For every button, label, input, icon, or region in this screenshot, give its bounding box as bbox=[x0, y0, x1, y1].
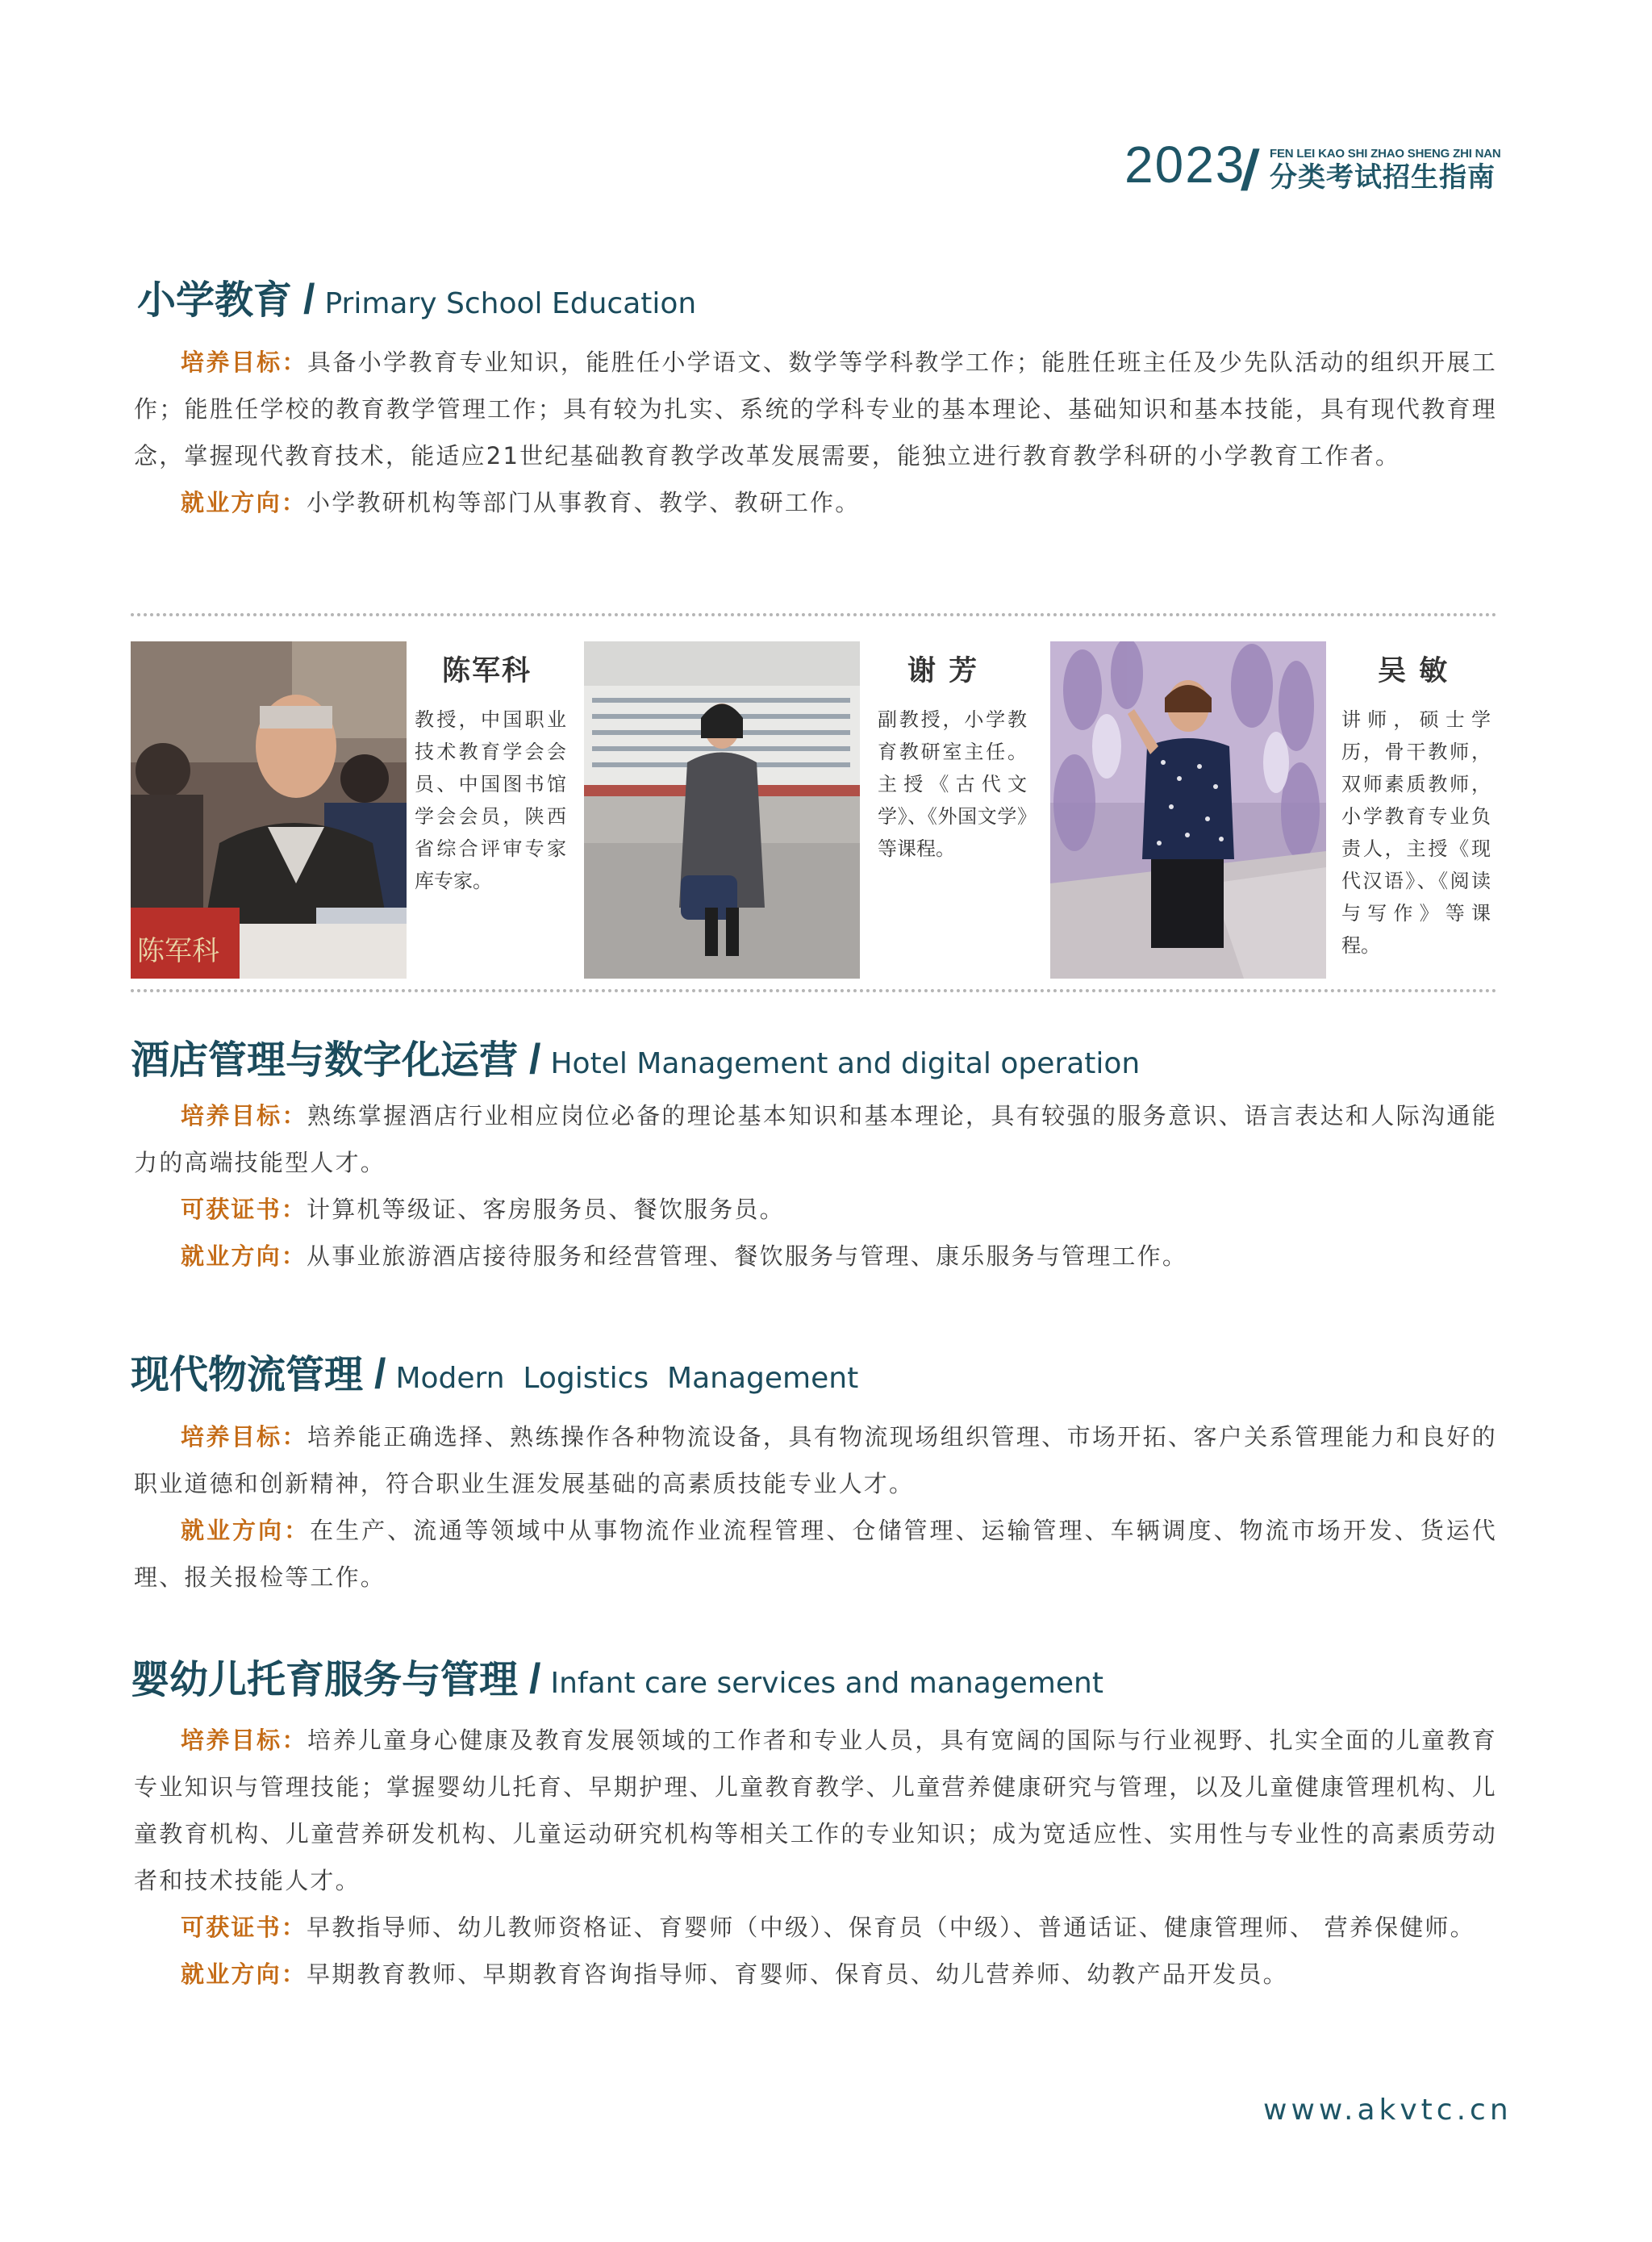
section-title-en: Modern Logistics Management bbox=[395, 1362, 859, 1395]
employment-text: 从事业旅游酒店接待服务和经营管理、餐饮服务与管理、康乐服务与管理工作。 bbox=[307, 1242, 1188, 1271]
teacher-name-xie: 谢 芳 bbox=[907, 655, 979, 687]
section-title-cn: 现代物流管理 bbox=[131, 1352, 364, 1397]
teacher-photo-xie bbox=[584, 641, 860, 979]
employment-label: 就业方向： bbox=[181, 489, 307, 517]
certificates-text: 计算机等级证、客房服务员、餐饮服务员。 bbox=[307, 1196, 785, 1224]
section-hotel-management bbox=[131, 1034, 1497, 1280]
section-heading bbox=[131, 1034, 1497, 1084]
training-goal-text: 熟练掌握酒店行业相应岗位必备的理论基本知识和基本理论，具有较强的服务意识、语言表达和人际沟通能力的高端技能型人才。 bbox=[134, 1102, 1497, 1177]
training-goal-label: 培养目标： bbox=[181, 349, 307, 377]
employment-label: 就业方向： bbox=[181, 1517, 311, 1545]
teacher-desc-chen: 教授，中国职业技术教育学会会员、中国图书馆学会会员，陕西省综合评审专家库专家。 bbox=[415, 708, 566, 892]
section-slash: / bbox=[529, 1655, 541, 1702]
section-title-cn: 婴幼儿托育服务与管理 bbox=[131, 1657, 519, 1702]
training-goal-label: 培养目标： bbox=[181, 1726, 307, 1755]
training-goal bbox=[134, 339, 1497, 479]
certificates-label: 可获证书： bbox=[181, 1914, 307, 1942]
teacher-name-chen: 陈军科 bbox=[442, 655, 532, 687]
header-slash: / bbox=[1238, 139, 1262, 202]
nameplate-text: 陈军科 bbox=[137, 935, 219, 967]
teacher-name-wu: 吴 敏 bbox=[1378, 655, 1450, 687]
section-slash: / bbox=[374, 1351, 386, 1397]
employment-text: 早期教育教师、早期教育咨询指导师、育婴师、保育员、幼儿营养师、幼教产品开发员。 bbox=[307, 1960, 1288, 1989]
section-heading bbox=[131, 1654, 1497, 1704]
training-goal bbox=[134, 1092, 1497, 1186]
employment-text: 小学教研机构等部门从事教育、教学、教研工作。 bbox=[307, 489, 861, 517]
training-goal-text: 培养能正确选择、熟练操作各种物流设备，具有物流现场组织管理、市场开拓、客户关系管理能力和良好的职业道德和创新精神，符合职业生涯发展基础的高素质技能专业人才。 bbox=[134, 1423, 1497, 1498]
employment-direction bbox=[134, 1951, 1497, 1998]
teacher-photo-xie-image bbox=[584, 641, 860, 979]
section-slash: / bbox=[529, 1036, 541, 1083]
employment-direction bbox=[134, 479, 1497, 526]
teacher-photo-chen-image bbox=[131, 641, 407, 979]
teacher-photo-chen bbox=[131, 641, 407, 979]
header-year: 2023 bbox=[1124, 136, 1246, 194]
certificates-text: 早教指导师、幼儿教师资格证、育婴师（中级）、保育员（中级）、普通话证、健康管理师、 营养保健师。 bbox=[307, 1914, 1475, 1942]
employment-label: 就业方向： bbox=[181, 1960, 307, 1989]
training-goal-label: 培养目标： bbox=[181, 1102, 307, 1130]
footer-website-url: www.akvtc.cn bbox=[1263, 2094, 1512, 2127]
employment-direction bbox=[134, 1507, 1497, 1601]
employment-direction bbox=[134, 1233, 1497, 1280]
training-goal bbox=[134, 1717, 1497, 1904]
section-primary-education bbox=[134, 274, 1497, 526]
employment-label: 就业方向： bbox=[181, 1242, 307, 1271]
section-modern-logistics bbox=[131, 1349, 1497, 1601]
section-title-en: Primary School Education bbox=[324, 287, 697, 320]
teacher-desc-xie: 副教授，小学教育教研室主任。主授《古代文学》、《外国文学》等课程。 bbox=[878, 708, 1027, 860]
training-goal-label: 培养目标： bbox=[181, 1423, 307, 1451]
training-goal-text: 具备小学教育专业知识，能胜任小学语文、数学等学科教学工作；能胜任班主任及少先队活动的组织开展工作；能胜任学校的教育教学管理工作；具有较为扎实、系统的学科专业的基本理论、基础知识和基本技能，具有现代教育理念，掌握现代教育技术，能适应21世纪基础教育教学改革发展需要，能独立进行教育教学科研的小学教育工作者。 bbox=[134, 349, 1497, 470]
divider-bottom bbox=[131, 989, 1497, 992]
teacher-photo-wu bbox=[1050, 641, 1326, 979]
certificates bbox=[134, 1904, 1497, 1951]
section-heading bbox=[131, 1349, 1497, 1399]
header-title: 分类考试招生指南 bbox=[1270, 161, 1496, 194]
section-title-en: Hotel Management and digital operation bbox=[550, 1047, 1141, 1080]
training-goal bbox=[134, 1413, 1497, 1507]
section-title-cn: 酒店管理与数字化运营 bbox=[131, 1037, 519, 1083]
header-pinyin: FEN LEI KAO SHI ZHAO SHENG ZHI NAN bbox=[1270, 147, 1501, 161]
divider-top bbox=[131, 613, 1497, 616]
certificates bbox=[134, 1186, 1497, 1233]
section-title-en: Infant care services and management bbox=[550, 1667, 1103, 1700]
section-heading bbox=[134, 274, 1497, 324]
section-slash: / bbox=[303, 276, 315, 323]
section-infant-care bbox=[131, 1654, 1497, 1998]
teacher-desc-wu: 讲师，硕士学历，骨干教师，双师素质教师，小学教育专业负责人，主授《现代汉语》、《阅读与写作》等课程。 bbox=[1341, 708, 1491, 957]
training-goal-text: 培养儿童身心健康及教育发展领域的工作者和专业人员，具有宽阔的国际与行业视野、扎实全面的儿童教育专业知识与管理技能；掌握婴幼儿托育、早期护理、儿童教育教学、儿童营养健康研究与管理，以及儿童健康管理机构、儿童教育机构、儿童营养研发机构、儿童运动研究机构等相关工作的专业知识；成为宽适应性、实用性与专业性的高素质劳动者和技术技能人才。 bbox=[134, 1726, 1497, 1895]
certificates-label: 可获证书： bbox=[181, 1196, 307, 1224]
teacher-photo-wu-image bbox=[1050, 641, 1326, 979]
employment-text: 在生产、流通等领域中从事物流作业流程管理、仓储管理、运输管理、车辆调度、物流市场开发、货运代理、报关报检等工作。 bbox=[134, 1517, 1497, 1592]
section-title-cn: 小学教育 bbox=[137, 278, 293, 323]
